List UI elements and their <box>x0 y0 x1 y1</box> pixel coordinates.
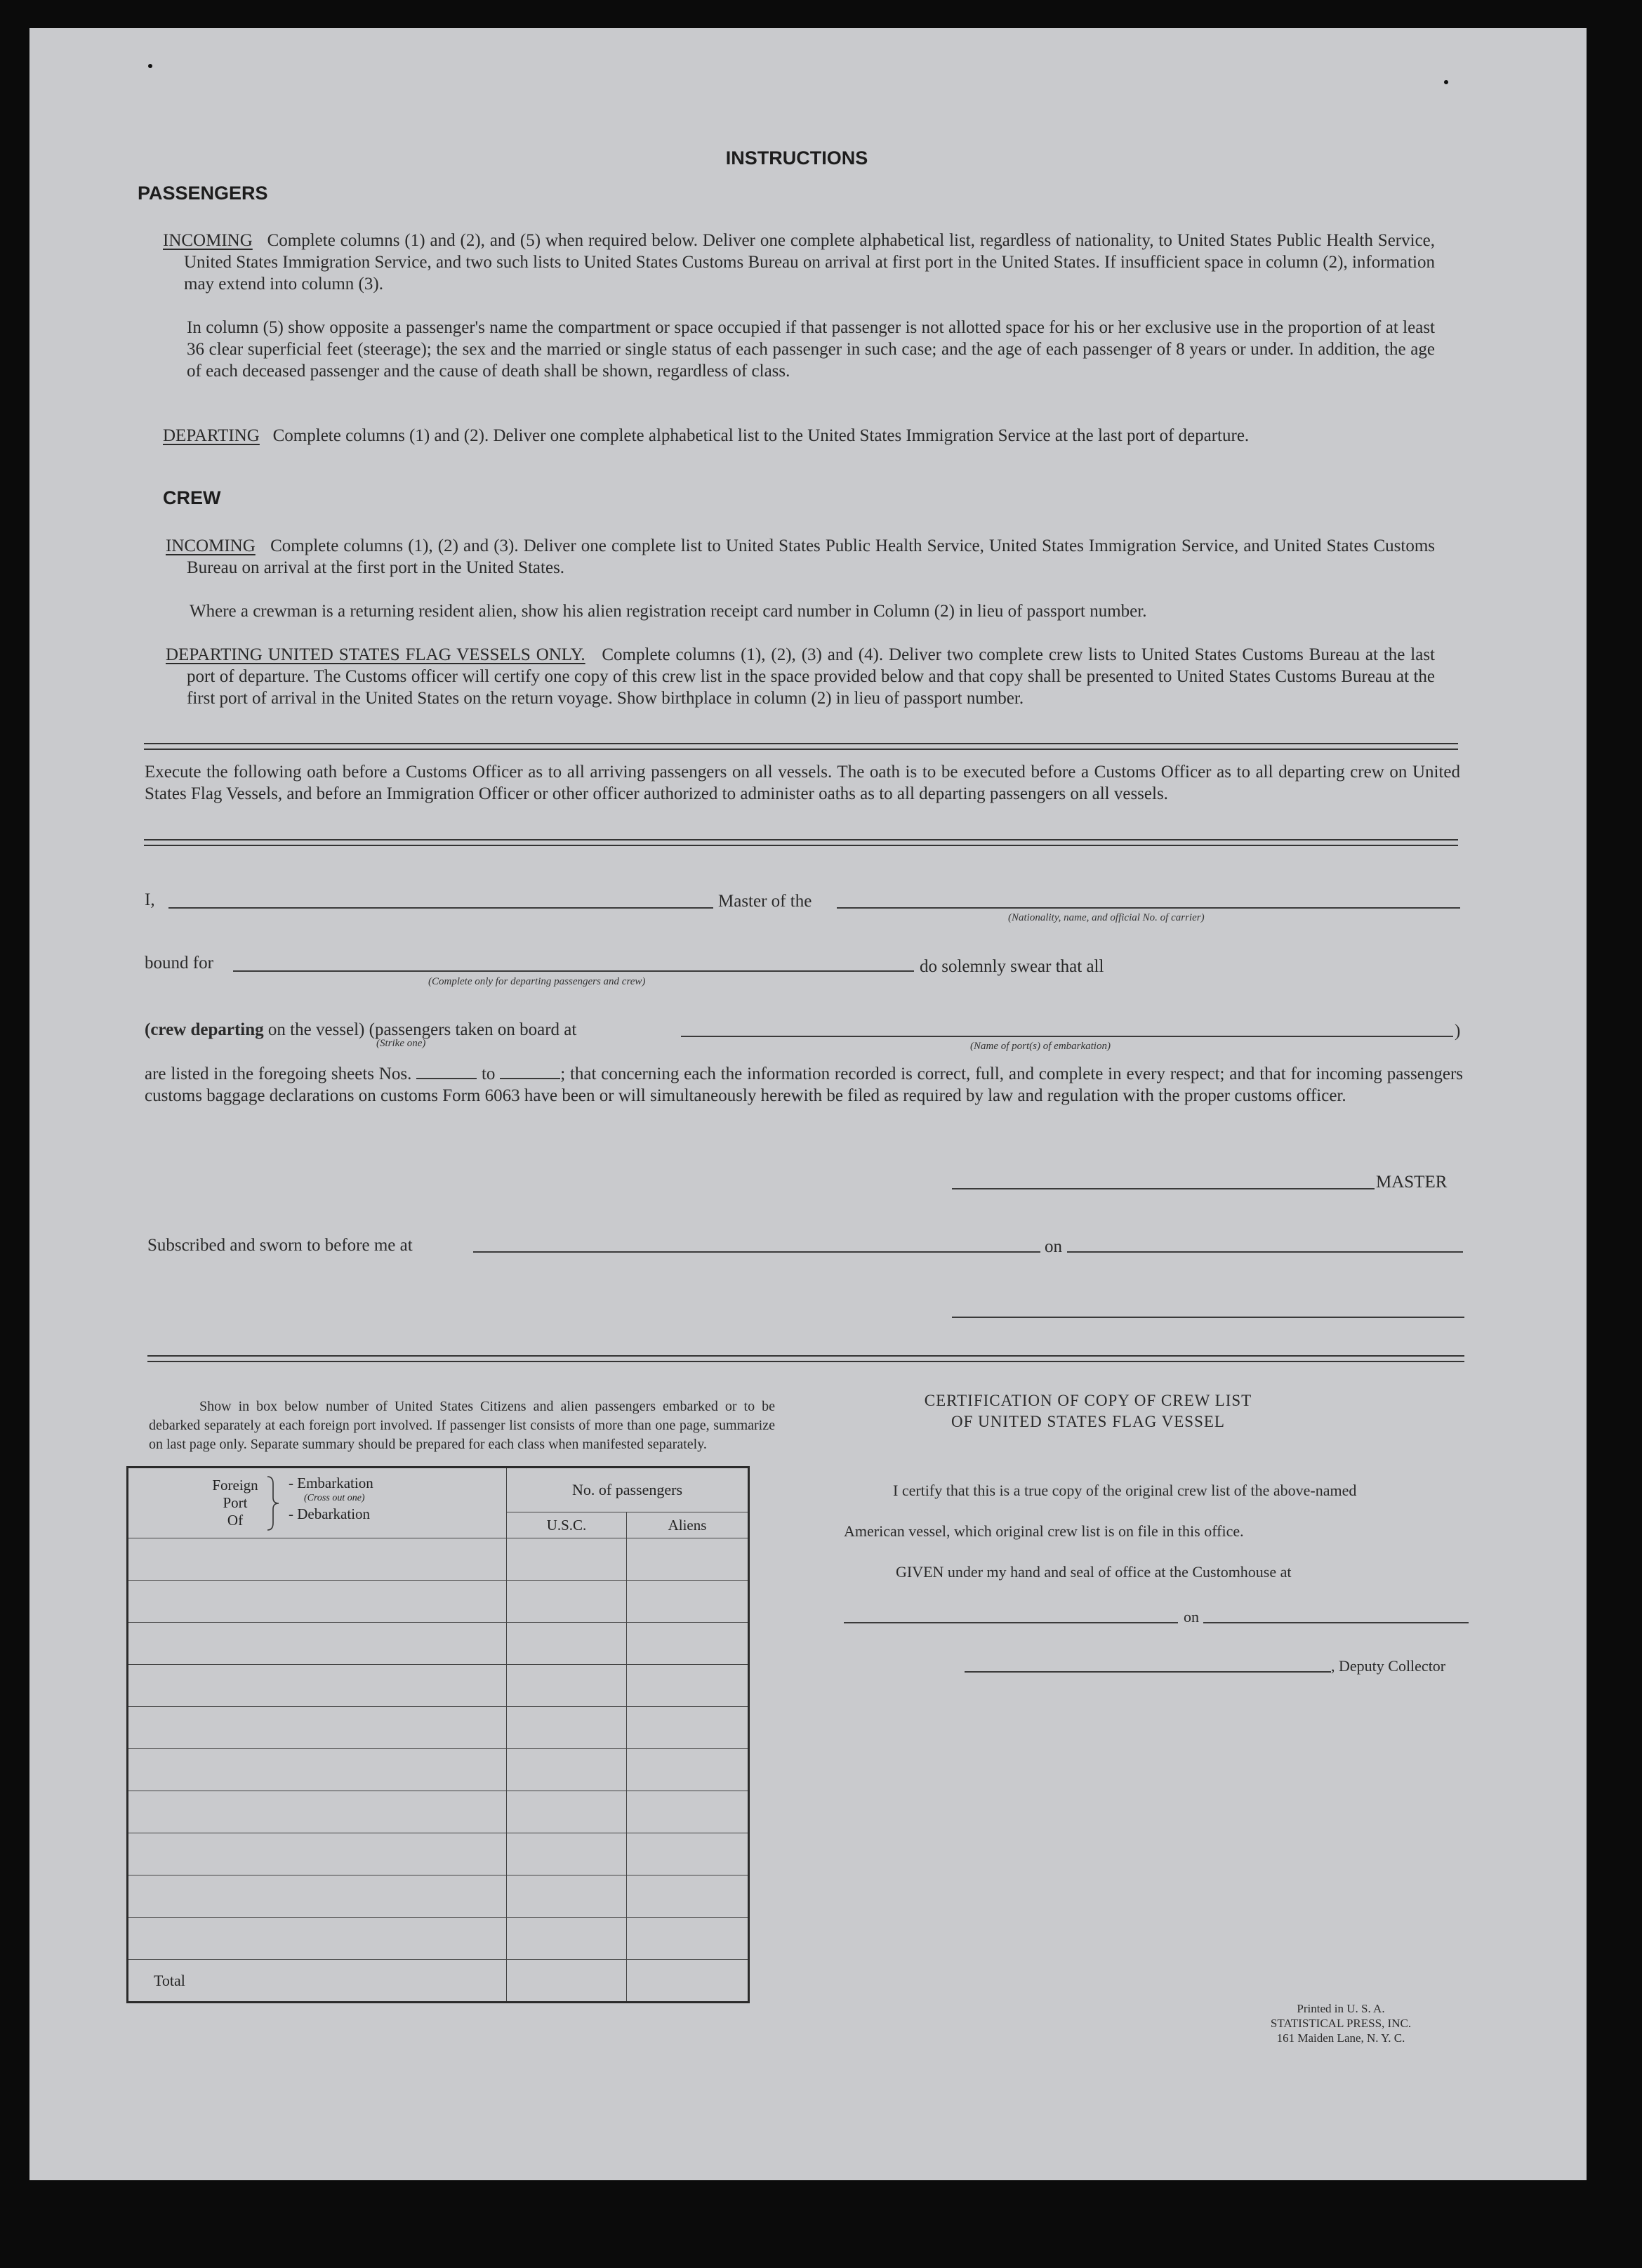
ports-caption: (Name of port(s) of embarkation) <box>970 1041 1111 1052</box>
crew-passengers-line <box>145 1020 576 1040</box>
table-header-row <box>128 1468 749 1512</box>
table-row <box>128 1665 749 1707</box>
subscribed-place-field[interactable] <box>473 1251 1040 1253</box>
crew-resident-paragraph: Where a crewman is a returning resident alien, show his alien registration receipt card number in Column (2) in lieu of passport number. <box>190 602 1147 621</box>
aliens-cell[interactable] <box>627 1623 749 1665</box>
usc-cell[interactable] <box>507 1665 627 1707</box>
usc-cell[interactable] <box>507 1833 627 1875</box>
carrier-caption: (Nationality, name, and official No. of carrier) <box>1008 912 1205 923</box>
officer-signature-field[interactable] <box>952 1317 1464 1318</box>
port-cell[interactable] <box>128 1875 507 1918</box>
deputy-signature-field[interactable] <box>965 1671 1331 1673</box>
crew-incoming-paragraph <box>166 535 1435 579</box>
certification-on-label: on <box>1184 1608 1199 1626</box>
no-passengers-header: No. of passengers <box>507 1468 749 1512</box>
foreign-label: Foreign <box>212 1477 258 1494</box>
embarkation-label: - Embarkation <box>289 1475 373 1491</box>
port-cell[interactable] <box>128 1581 507 1623</box>
aliens-cell[interactable] <box>627 1538 749 1581</box>
of-label: Of <box>227 1512 244 1529</box>
table-row <box>128 1749 749 1791</box>
section-divider <box>144 743 1458 750</box>
printer-line1: Printed in U. S. A. <box>1297 2002 1385 2015</box>
passengers-incoming-label: INCOMING <box>163 231 253 250</box>
table-row <box>128 1538 749 1581</box>
aliens-cell[interactable] <box>627 1833 749 1875</box>
usc-cell[interactable] <box>507 1749 627 1791</box>
master-name-field[interactable] <box>168 907 713 909</box>
bound-for-label: bound for <box>145 954 213 973</box>
aliens-cell[interactable] <box>627 1749 749 1791</box>
table-row <box>128 1623 749 1665</box>
bound-for-caption: (Complete only for departing passengers and crew) <box>428 976 646 987</box>
listed-prefix: are listed in the foregoing sheets Nos. <box>145 1064 412 1083</box>
aliens-header: Aliens <box>627 1512 749 1538</box>
printer-line2: STATISTICAL PRESS, INC. <box>1270 2017 1412 2030</box>
usc-cell[interactable] <box>507 1875 627 1918</box>
usc-cell[interactable] <box>507 1623 627 1665</box>
usc-header: U.S.C. <box>507 1512 627 1538</box>
scan-speck <box>148 64 152 68</box>
port-cell[interactable] <box>128 1791 507 1833</box>
usc-cell[interactable] <box>507 1918 627 1960</box>
deputy-collector-label: , Deputy Collector <box>1331 1657 1446 1675</box>
crew-departing-text: Complete columns (1), (2), (3) and (4). Deliver two complete crew lists to United States Customs Bureau at the last port of departure. The Customs officer will certify one copy of this crew list in the space provided below and that copy shall be presented to United States Customs Bureau at the first port of arrival in the United States on the return voyage. Show birthplace in column (2) in lieu of passport number. <box>187 645 1435 708</box>
table-row <box>128 1875 749 1918</box>
crew-departing-option: (crew departing <box>145 1020 264 1039</box>
cross-out-caption: (Cross out one) <box>304 1493 365 1503</box>
instructions-heading: INSTRUCTIONS <box>725 147 868 169</box>
certify-line1: I certify that this is a true copy of the original crew list of the above-named <box>893 1482 1357 1499</box>
passengers-departing-label: DEPARTING <box>163 426 260 445</box>
aliens-total-cell[interactable] <box>627 1960 749 2003</box>
aliens-cell[interactable] <box>627 1581 749 1623</box>
on-vessel-label: on the vessel) <box>267 1020 365 1039</box>
port-cell[interactable] <box>128 1918 507 1960</box>
close-paren: ) <box>1455 1022 1461 1041</box>
listed-text: ; that concerning each the information recorded is correct, full, and complete in every respect; and that for incoming passengers customs baggage declarations on customs Form 6063 have been or will simultaneously herewith be filed as required by law and regulation with the proper customs officer. <box>145 1064 1463 1105</box>
swear-label: do solemnly swear that all <box>920 957 1104 976</box>
port-cell[interactable] <box>128 1623 507 1665</box>
usc-total-cell[interactable] <box>507 1960 627 2003</box>
crew-incoming-label: INCOMING <box>166 536 256 555</box>
aliens-cell[interactable] <box>627 1918 749 1960</box>
certification-title-line2: OF UNITED STATES FLAG VESSEL <box>951 1413 1225 1430</box>
master-label: MASTER <box>1376 1173 1448 1192</box>
sheets-to-field[interactable] <box>500 1065 560 1079</box>
crew-departing-label: DEPARTING UNITED STATES FLAG VESSELS ONLY. <box>166 645 585 664</box>
certify-line2: American vessel, which original crew list is on file in this office. <box>844 1522 1244 1540</box>
crew-incoming-text: Complete columns (1), (2) and (3). Deliver one complete list to United States Public Health Service, United States Immigration Service, and United States Customs Bureau on arrival at the first port in the United States. <box>187 536 1436 577</box>
summary-note: Show in box below number of United States Citizens and alien passengers embarked or to be debarked separately at each foreign port involved. If passenger list consists of more than one page, summarize on last page only. Separate summary should be prepared for each class when manifested separately. <box>149 1399 775 1452</box>
aliens-cell[interactable] <box>627 1791 749 1833</box>
aliens-cell[interactable] <box>627 1707 749 1749</box>
sheets-from-field[interactable] <box>416 1065 477 1079</box>
table-row <box>128 1581 749 1623</box>
port-cell[interactable] <box>128 1665 507 1707</box>
port-label: Port <box>223 1494 248 1511</box>
certification-date-field[interactable] <box>1203 1622 1469 1623</box>
total-row <box>128 1960 749 2003</box>
passenger-summary-table <box>126 1466 750 2003</box>
given-text: GIVEN under my hand and seal of office at the Customhouse at <box>896 1563 1292 1581</box>
printer-line3: 161 Maiden Lane, N. Y. C. <box>1276 2031 1405 2045</box>
section-divider <box>147 1355 1464 1362</box>
section-divider <box>144 839 1458 846</box>
table-row <box>128 1918 749 1960</box>
usc-cell[interactable] <box>507 1538 627 1581</box>
crew-departing-paragraph <box>166 644 1435 709</box>
brace-icon <box>266 1475 280 1531</box>
aliens-cell[interactable] <box>627 1665 749 1707</box>
port-cell[interactable] <box>128 1538 507 1581</box>
certification-title <box>842 1390 1334 1432</box>
table-row <box>128 1791 749 1833</box>
foreign-port-header <box>128 1468 507 1538</box>
debarkation-label: - Debarkation <box>289 1505 371 1522</box>
table-row <box>128 1707 749 1749</box>
aliens-cell[interactable] <box>627 1875 749 1918</box>
usc-cell[interactable] <box>507 1791 627 1833</box>
passengers-incoming-paragraph <box>163 230 1435 295</box>
certification-title-line1: CERTIFICATION OF COPY OF CREW LIST <box>924 1392 1252 1409</box>
master-of-label: Master of the <box>718 892 812 911</box>
customhouse-field[interactable] <box>844 1622 1178 1623</box>
oath-i-label: I, <box>145 890 155 909</box>
embarkation-ports-field[interactable] <box>681 1036 1453 1037</box>
subscribed-on-label: on <box>1045 1237 1062 1256</box>
port-cell[interactable] <box>128 1749 507 1791</box>
strike-caption: (Strike one) <box>376 1038 426 1049</box>
oath-instruction: Execute the following oath before a Customs Officer as to all arriving passengers on all vessels. The oath is to be executed before a Customs Officer as to all departing crew on United States Flag Vessels, and before an Immigration Officer or other officer authorized to administer oaths as to all departing passengers on all vessels. <box>145 763 1460 803</box>
master-signature-field[interactable] <box>952 1188 1375 1189</box>
printer-imprint <box>1236 2001 1446 2045</box>
carrier-field[interactable] <box>837 907 1460 909</box>
crew-heading: CREW <box>163 487 221 508</box>
table-row <box>128 1833 749 1875</box>
port-cell[interactable] <box>128 1707 507 1749</box>
passengers-departing-text: Complete columns (1) and (2). Deliver one complete alphabetical list to the United States Immigration Service at the last port of departure. <box>272 426 1250 445</box>
passengers-incoming-text: Complete columns (1) and (2), and (5) when required below. Deliver one complete alphabetical list, regardless of nationality, to United States Public Health Service, United States Immigration Service, and two such lists to United States Customs Bureau on arrival at first port in the United States. If insufficient space in column (2), information may extend into column (3). <box>184 231 1436 294</box>
passengers-departing-paragraph <box>163 425 1435 447</box>
to-label: to <box>481 1064 496 1083</box>
bound-for-field[interactable] <box>233 970 914 972</box>
passengers-heading: PASSENGERS <box>138 183 268 204</box>
oath-statement <box>145 1063 1463 1107</box>
total-label: Total <box>128 1960 507 2003</box>
usc-cell[interactable] <box>507 1581 627 1623</box>
scan-speck <box>1444 80 1448 84</box>
subscribed-label: Subscribed and sworn to before me at <box>147 1236 413 1255</box>
port-cell[interactable] <box>128 1833 507 1875</box>
subscribed-date-field[interactable] <box>1067 1251 1463 1253</box>
passengers-taken-option: (passengers taken on board at <box>369 1020 577 1039</box>
passengers-column5-paragraph: In column (5) show opposite a passenger's name the compartment or space occupied if that passenger is not allotted space for his or her exclusive use in the proportion of at least 36 clear superficial feet (steerage); the sex and the married or single status of each passenger in such case; and the age of each passenger of 8 years or under. In addition, the age of each deceased passenger and the cause of death shall be shown, regardless of class. <box>187 318 1435 381</box>
usc-cell[interactable] <box>507 1707 627 1749</box>
